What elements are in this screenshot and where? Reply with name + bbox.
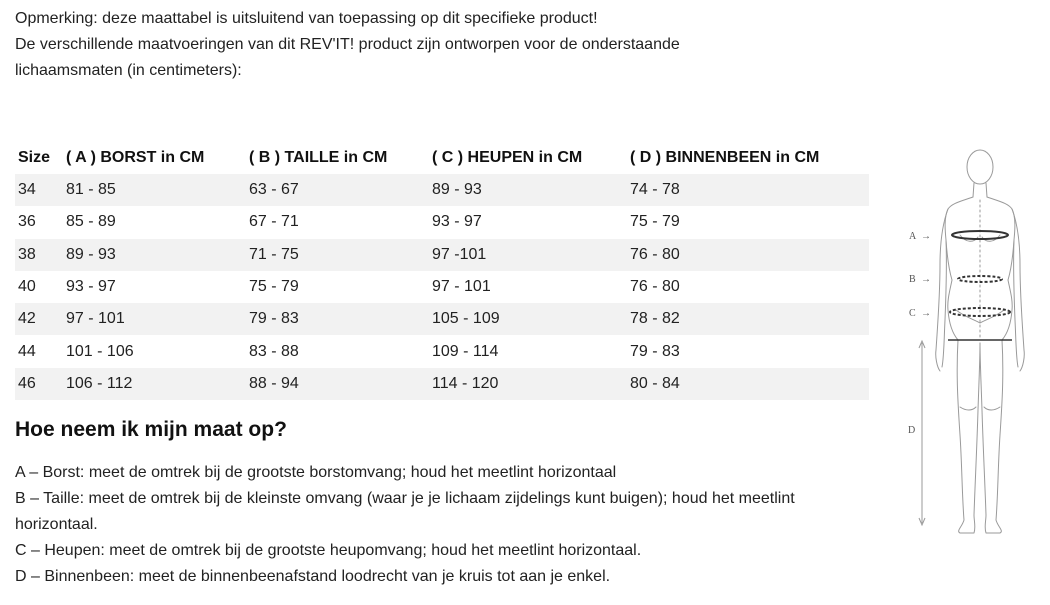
arrow-b: →: [921, 274, 931, 285]
cell-hips: 93 - 97: [432, 213, 482, 231]
cell-hips: 97 - 101: [432, 278, 491, 296]
label-c: C: [909, 308, 916, 319]
table-row: [15, 271, 869, 303]
header-waist: ( B ) TAILLE in CM: [249, 149, 388, 166]
cell-size: 46: [18, 374, 36, 392]
table-row: [15, 174, 869, 206]
cell-hips: 89 - 93: [432, 181, 482, 199]
label-b: B: [909, 274, 916, 285]
arrow-c: →: [921, 308, 931, 319]
cell-hips: 105 - 109: [432, 310, 500, 328]
size-table: [15, 142, 869, 400]
cell-chest: 81 - 85: [66, 181, 116, 199]
header-hips: ( C ) HEUPEN in CM: [432, 149, 583, 166]
intro-note: Opmerking: deze maattabel is uitsluitend van toepassing op dit specifieke product!: [15, 10, 598, 27]
cell-size: 42: [18, 310, 36, 328]
table-row: [15, 206, 869, 238]
cell-hips: 109 - 114: [432, 342, 499, 360]
arrow-a: →: [921, 231, 931, 242]
cell-hips: 97 -101: [432, 245, 487, 263]
cell-hips: 114 - 120: [432, 374, 499, 392]
cell-chest: 89 - 93: [66, 245, 116, 263]
howto-steps: [15, 460, 835, 590]
step-chest: A – Borst: meet de omtrek bij de grootste borstomvang; houd het meetlint horizontaal: [15, 464, 617, 481]
table-row: [15, 335, 869, 367]
table-row: [15, 368, 869, 400]
cell-waist: 75 - 79: [249, 278, 299, 296]
cell-size: 40: [18, 278, 36, 296]
cell-waist: 79 - 83: [249, 310, 299, 328]
label-d: D: [908, 425, 916, 436]
cell-chest: 106 - 112: [66, 374, 133, 392]
cell-chest: 101 - 106: [66, 342, 134, 360]
cell-waist: 83 - 88: [249, 342, 299, 360]
body-outline-illustration: [900, 145, 1040, 540]
step-waist: B – Taille: meet de omtrek bij de kleinste omvang (waar je je lichaam zijdelings kunt buigen); houd het meetlint horizontaal.: [15, 490, 795, 533]
label-a: A: [909, 231, 917, 242]
cell-inseam: 75 - 79: [630, 213, 680, 231]
waist-band: [958, 276, 1002, 282]
cell-waist: 71 - 75: [249, 245, 299, 263]
step-inseam: D – Binnenbeen: meet de binnenbeenafstand loodrecht van je kruis tot aan je enkel.: [15, 568, 611, 585]
cell-inseam: 74 - 78: [630, 181, 680, 199]
cell-size: 36: [18, 213, 36, 231]
cell-inseam: 76 - 80: [630, 245, 680, 263]
cell-chest: 97 - 101: [66, 310, 125, 328]
cell-inseam: 76 - 80: [630, 278, 680, 296]
cell-size: 34: [18, 181, 36, 199]
cell-size: 38: [18, 245, 36, 263]
table-row: [15, 303, 869, 335]
cell-waist: 67 - 71: [249, 213, 299, 231]
table-row: [15, 239, 869, 271]
header-size: Size: [18, 149, 51, 166]
body-measurement-figure: [900, 145, 1040, 540]
header-chest: ( A ) BORST in CM: [66, 149, 205, 166]
cell-waist: 63 - 67: [249, 181, 299, 199]
intro-description: De verschillende maatvoeringen van dit REV'IT! product zijn ontworpen voor de onderstaande lichaamsmaten (in centimeters):: [15, 36, 680, 79]
size-table-header: [15, 142, 869, 174]
cell-inseam: 78 - 82: [630, 310, 680, 328]
step-hips: C – Heupen: meet de omtrek bij de grootste heupomvang; houd het meetlint horizontaal.: [15, 542, 642, 559]
cell-waist: 88 - 94: [249, 374, 299, 392]
cell-inseam: 80 - 84: [630, 374, 680, 392]
cell-inseam: 79 - 83: [630, 342, 680, 360]
header-inseam: ( D ) BINNENBEEN in CM: [630, 149, 820, 166]
cell-size: 44: [18, 342, 36, 360]
cell-chest: 93 - 97: [66, 278, 116, 296]
intro-text: [15, 6, 835, 84]
howto-title: Hoe neem ik mijn maat op?: [15, 418, 287, 441]
cell-chest: 85 - 89: [66, 213, 116, 231]
